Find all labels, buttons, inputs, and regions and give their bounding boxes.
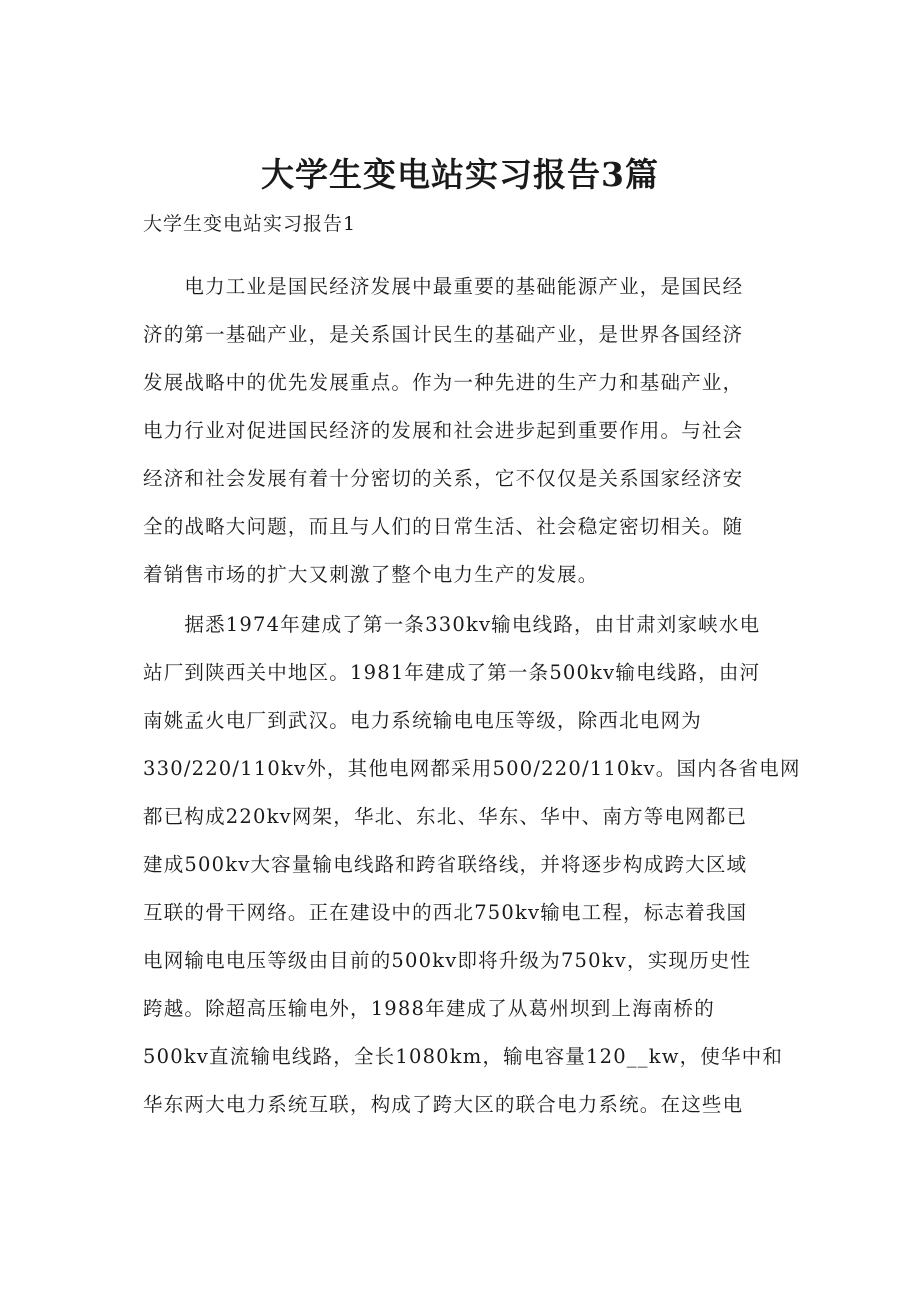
document-title: 大学生变电站实习报告3篇 (261, 155, 659, 194)
paragraph-line: 据悉1974年建成了第一条330kv输电线路，由甘肃刘家峡水电 (143, 613, 761, 636)
paragraph-line: 建成500kv大容量输电线路和跨省联络线，并将逐步构成跨大区域 (143, 853, 748, 876)
paragraph-line: 济的第一基础产业，是关系国计民生的基础产业，是世界各国经济 (143, 323, 744, 346)
paragraph-line: 全的战略大问题，而且与人们的日常生活、社会稳定密切相关。随 (143, 515, 744, 538)
paragraph-line: 330/220/110kv外，其他电网都采用500/220/110kv。国内各省电网 (143, 757, 801, 780)
paragraph-line: 经济和社会发展有着十分密切的关系，它不仅仅是关系国家经济安 (143, 467, 744, 490)
paragraph-line: 华东两大电力系统互联，构成了跨大区的联合电力系统。在这些电 (143, 1093, 744, 1116)
paragraph-1 (143, 263, 771, 599)
paragraph-line: 站厂到陕西关中地区。1981年建成了第一条500kv输电线路，由河 (143, 661, 761, 684)
paragraph-line: 发展战略中的优先发展重点。作为一种先进的生产力和基础产业， (143, 371, 744, 394)
paragraph-line: 500kv直流输电线路，全长1080km，输电容量120__kw，使华中和 (143, 1045, 784, 1068)
paragraph-line: 电力工业是国民经济发展中最重要的基础能源产业，是国民经 (143, 275, 744, 298)
paragraph-line: 跨越。除超高压输电外，1988年建成了从葛州坝到上海南桥的 (143, 997, 715, 1020)
paragraph-line: 互联的骨干网络。正在建设中的西北750kv输电工程，标志着我国 (143, 901, 748, 924)
paragraph-line: 电力行业对促进国民经济的发展和社会进步起到重要作用。与社会 (143, 419, 744, 442)
paragraph-line: 电网输电电压等级由目前的500kv即将升级为750kv，实现历史性 (143, 949, 752, 972)
paragraph-line: 都已构成220kv网架，华北、东北、华东、华中、南方等电网都已 (143, 805, 748, 828)
paragraph-line: 着销售市场的扩大又刺激了整个电力生产的发展。 (143, 563, 599, 586)
report-subtitle: 大学生变电站实习报告1 (143, 213, 357, 235)
paragraph-line: 南姚孟火电厂到武汉。电力系统输电电压等级，除西北电网为 (143, 709, 702, 732)
paragraph-2 (143, 601, 801, 1129)
